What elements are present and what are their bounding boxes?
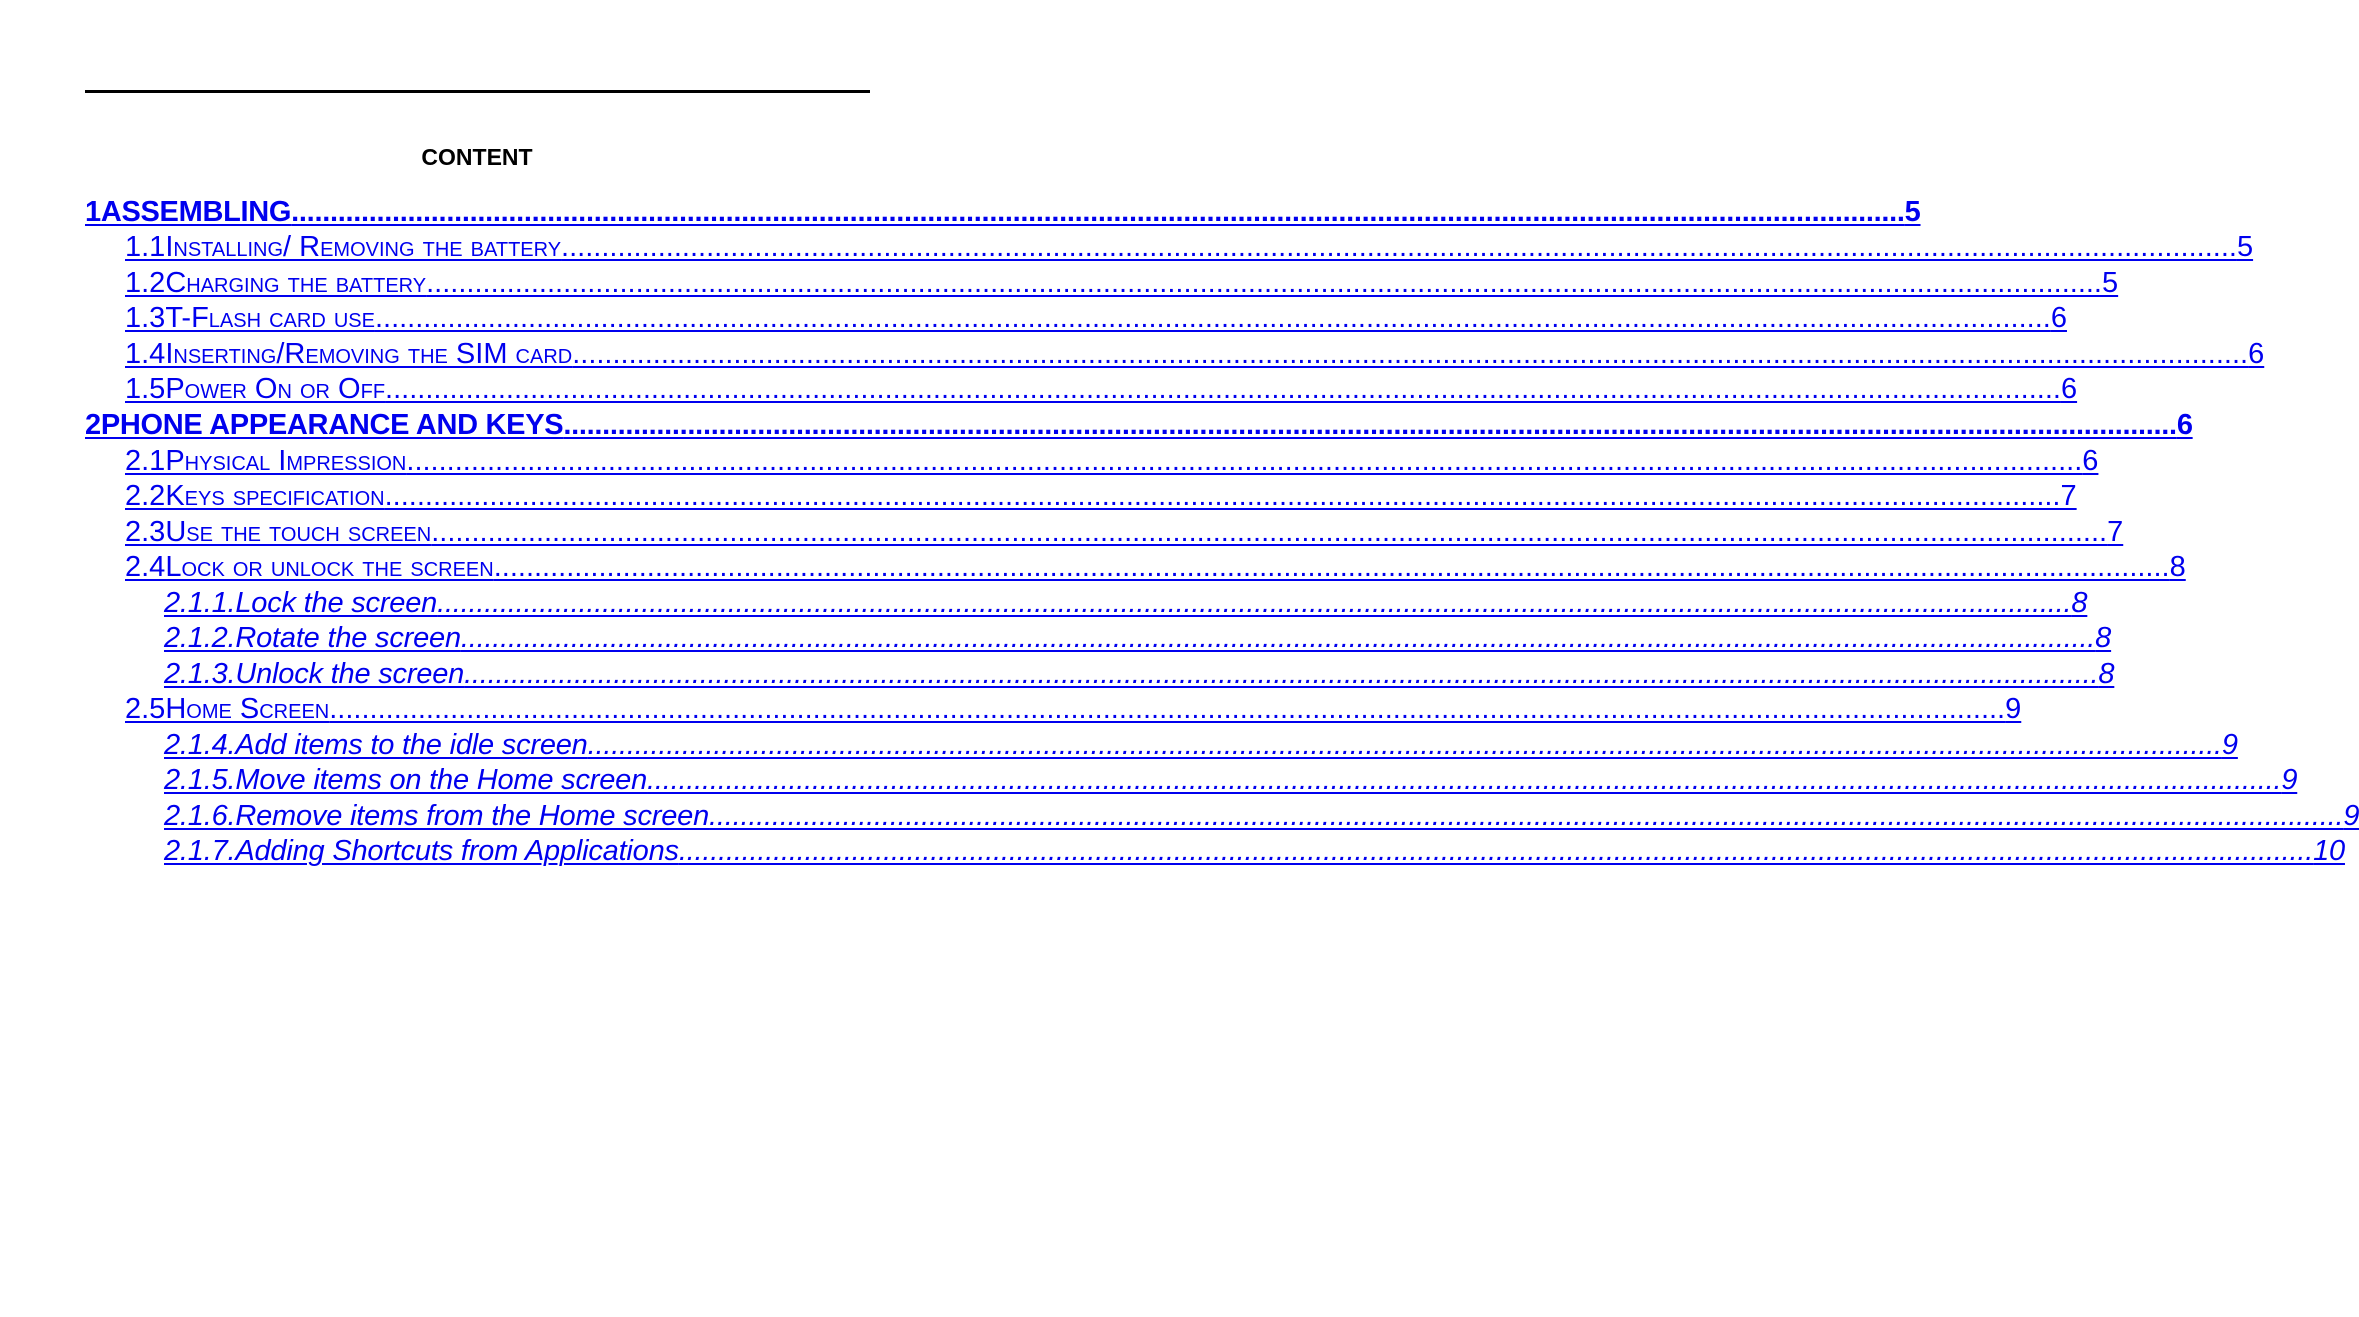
toc-page-number: 7 bbox=[2107, 516, 2124, 548]
toc-leader: ................................................................................................................................................................................................................ bbox=[426, 267, 2102, 299]
toc-page-number: 10 bbox=[2313, 835, 2345, 867]
toc-page-number: 6 bbox=[2248, 338, 2265, 370]
toc-leader: ................................................................................................................................................................................................................ bbox=[587, 729, 2222, 761]
toc-page-number: 8 bbox=[2071, 587, 2088, 619]
toc-leader: ................................................................................................................................................................................................................ bbox=[493, 551, 2170, 583]
toc-page-number: 7 bbox=[2060, 480, 2077, 512]
toc-leader: ................................................................................................................................................................................................................ bbox=[431, 516, 2108, 548]
toc-label: 2.1.1.Lock the screen bbox=[164, 587, 438, 619]
toc-entry-assembling[interactable] bbox=[85, 196, 1921, 230]
toc-page-number: 9 bbox=[2343, 800, 2359, 832]
toc-label: 2.2Keys specification bbox=[125, 480, 385, 512]
toc-page-number: 5 bbox=[2102, 267, 2119, 299]
toc-page-number: 9 bbox=[2221, 729, 2238, 761]
toc-label: 2.1.2.Rotate the screen bbox=[164, 622, 461, 654]
toc-entry-lock-screen[interactable] bbox=[164, 587, 2088, 621]
toc-entry-sim-card[interactable] bbox=[125, 338, 2265, 372]
toc-label: 2.3Use the touch screen bbox=[125, 516, 432, 548]
toc-page-number: 9 bbox=[2005, 693, 2022, 725]
toc-label: 2.1.4.Add items to the idle screen bbox=[164, 729, 588, 761]
toc-page-number: 8 bbox=[2169, 551, 2186, 583]
toc-page-number: 5 bbox=[2236, 231, 2254, 263]
toc-entry-adding-shortcuts[interactable] bbox=[164, 835, 2345, 869]
toc-leader: ................................................................................................................................................................................................................ bbox=[374, 302, 2051, 334]
toc-label: 2.5Home Screen bbox=[125, 693, 330, 725]
toc-label: 2PHONE APPEARANCE AND KEYS bbox=[85, 409, 564, 441]
toc-entry-lock-unlock[interactable] bbox=[125, 551, 2186, 585]
toc-entry-add-items[interactable] bbox=[164, 729, 2238, 763]
page-title: CONTENT bbox=[421, 144, 533, 170]
toc-page-number: 6 bbox=[2050, 302, 2067, 334]
toc-label: 1.2Charging the battery bbox=[125, 267, 427, 299]
toc-label: 1.5Power On or Off bbox=[125, 373, 386, 405]
toc-leader: ................................................................................................................................................................................................................ bbox=[464, 658, 2099, 690]
toc-leader: ................................................................................................................................................................................................................ bbox=[678, 835, 2314, 867]
toc-entry-home-screen[interactable] bbox=[125, 693, 2022, 727]
toc-entry-tflash-card[interactable] bbox=[125, 302, 2067, 336]
toc-entry-move-items[interactable] bbox=[164, 764, 2298, 798]
toc-label: 2.1Physical Impression bbox=[125, 445, 407, 477]
toc-label: 1.1Installing/ Removing the battery bbox=[125, 231, 562, 263]
toc-page-number: 6 bbox=[2176, 409, 2193, 441]
toc-entry-charging-battery[interactable] bbox=[125, 267, 2119, 301]
toc-page-number: 8 bbox=[2095, 622, 2112, 654]
toc-leader: ................................................................................................................................................................................................................ bbox=[460, 622, 2096, 654]
toc-leader: ................................................................................................................................................................................................................ bbox=[563, 409, 2177, 441]
toc-entry-physical-impression[interactable] bbox=[125, 445, 2099, 479]
toc-page-number: 6 bbox=[2060, 373, 2078, 405]
toc-leader: ................................................................................................................................................................................................................ bbox=[647, 764, 2282, 796]
toc-entry-touch-screen[interactable] bbox=[125, 516, 2124, 550]
toc-label: 2.1.7.Adding Shortcuts from Applications bbox=[164, 835, 679, 867]
toc-label: 2.1.5.Move items on the Home screen bbox=[164, 764, 648, 796]
toc-page-number: 5 bbox=[1904, 196, 1921, 228]
toc-label: 1.3T-Flash card use bbox=[125, 302, 375, 334]
toc-entry-installing-battery[interactable] bbox=[125, 231, 2254, 265]
toc-label: 2.1.3.Unlock the screen bbox=[164, 658, 465, 690]
toc-page-number: 9 bbox=[2281, 764, 2298, 796]
toc-entry-rotate-screen[interactable] bbox=[164, 622, 2112, 656]
toc-leader: ................................................................................................................................................................................................................ bbox=[406, 445, 2083, 477]
toc-entry-power-on-off[interactable] bbox=[125, 373, 2078, 407]
toc-label: 2.1.6.Remove items from the Home screen bbox=[164, 800, 710, 832]
toc-leader: ................................................................................................................................................................................................................ bbox=[437, 587, 2072, 619]
toc-leader: ................................................................................................................................................................................................................ bbox=[329, 693, 2006, 725]
toc-leader: ................................................................................................................................................................................................................ bbox=[385, 373, 2061, 405]
toc-page-number: 8 bbox=[2098, 658, 2115, 690]
toc-leader: ................................................................................................................................................................................................................ bbox=[709, 800, 2344, 832]
toc-entry-unlock-screen[interactable] bbox=[164, 658, 2115, 692]
toc-leader: ................................................................................................................................................................................................................ bbox=[384, 480, 2061, 512]
toc-label: 1.4Inserting/Removing the SIM card bbox=[125, 338, 573, 370]
toc-entry-phone-appearance[interactable] bbox=[85, 409, 2193, 443]
toc-entry-remove-items[interactable] bbox=[164, 800, 2359, 834]
toc-label: 1ASSEMBLING bbox=[85, 196, 292, 228]
toc-leader: ................................................................................................................................................................................................................ bbox=[572, 338, 2249, 370]
toc-page-number: 6 bbox=[2082, 445, 2099, 477]
toc-entry-keys-specification[interactable] bbox=[125, 480, 2077, 514]
toc-label: 2.4Lock or unlock the screen bbox=[125, 551, 494, 583]
toc-leader: ................................................................................................................................................................................................................ bbox=[291, 196, 1905, 228]
toc-leader: ................................................................................................................................................................................................................ bbox=[561, 231, 2237, 263]
